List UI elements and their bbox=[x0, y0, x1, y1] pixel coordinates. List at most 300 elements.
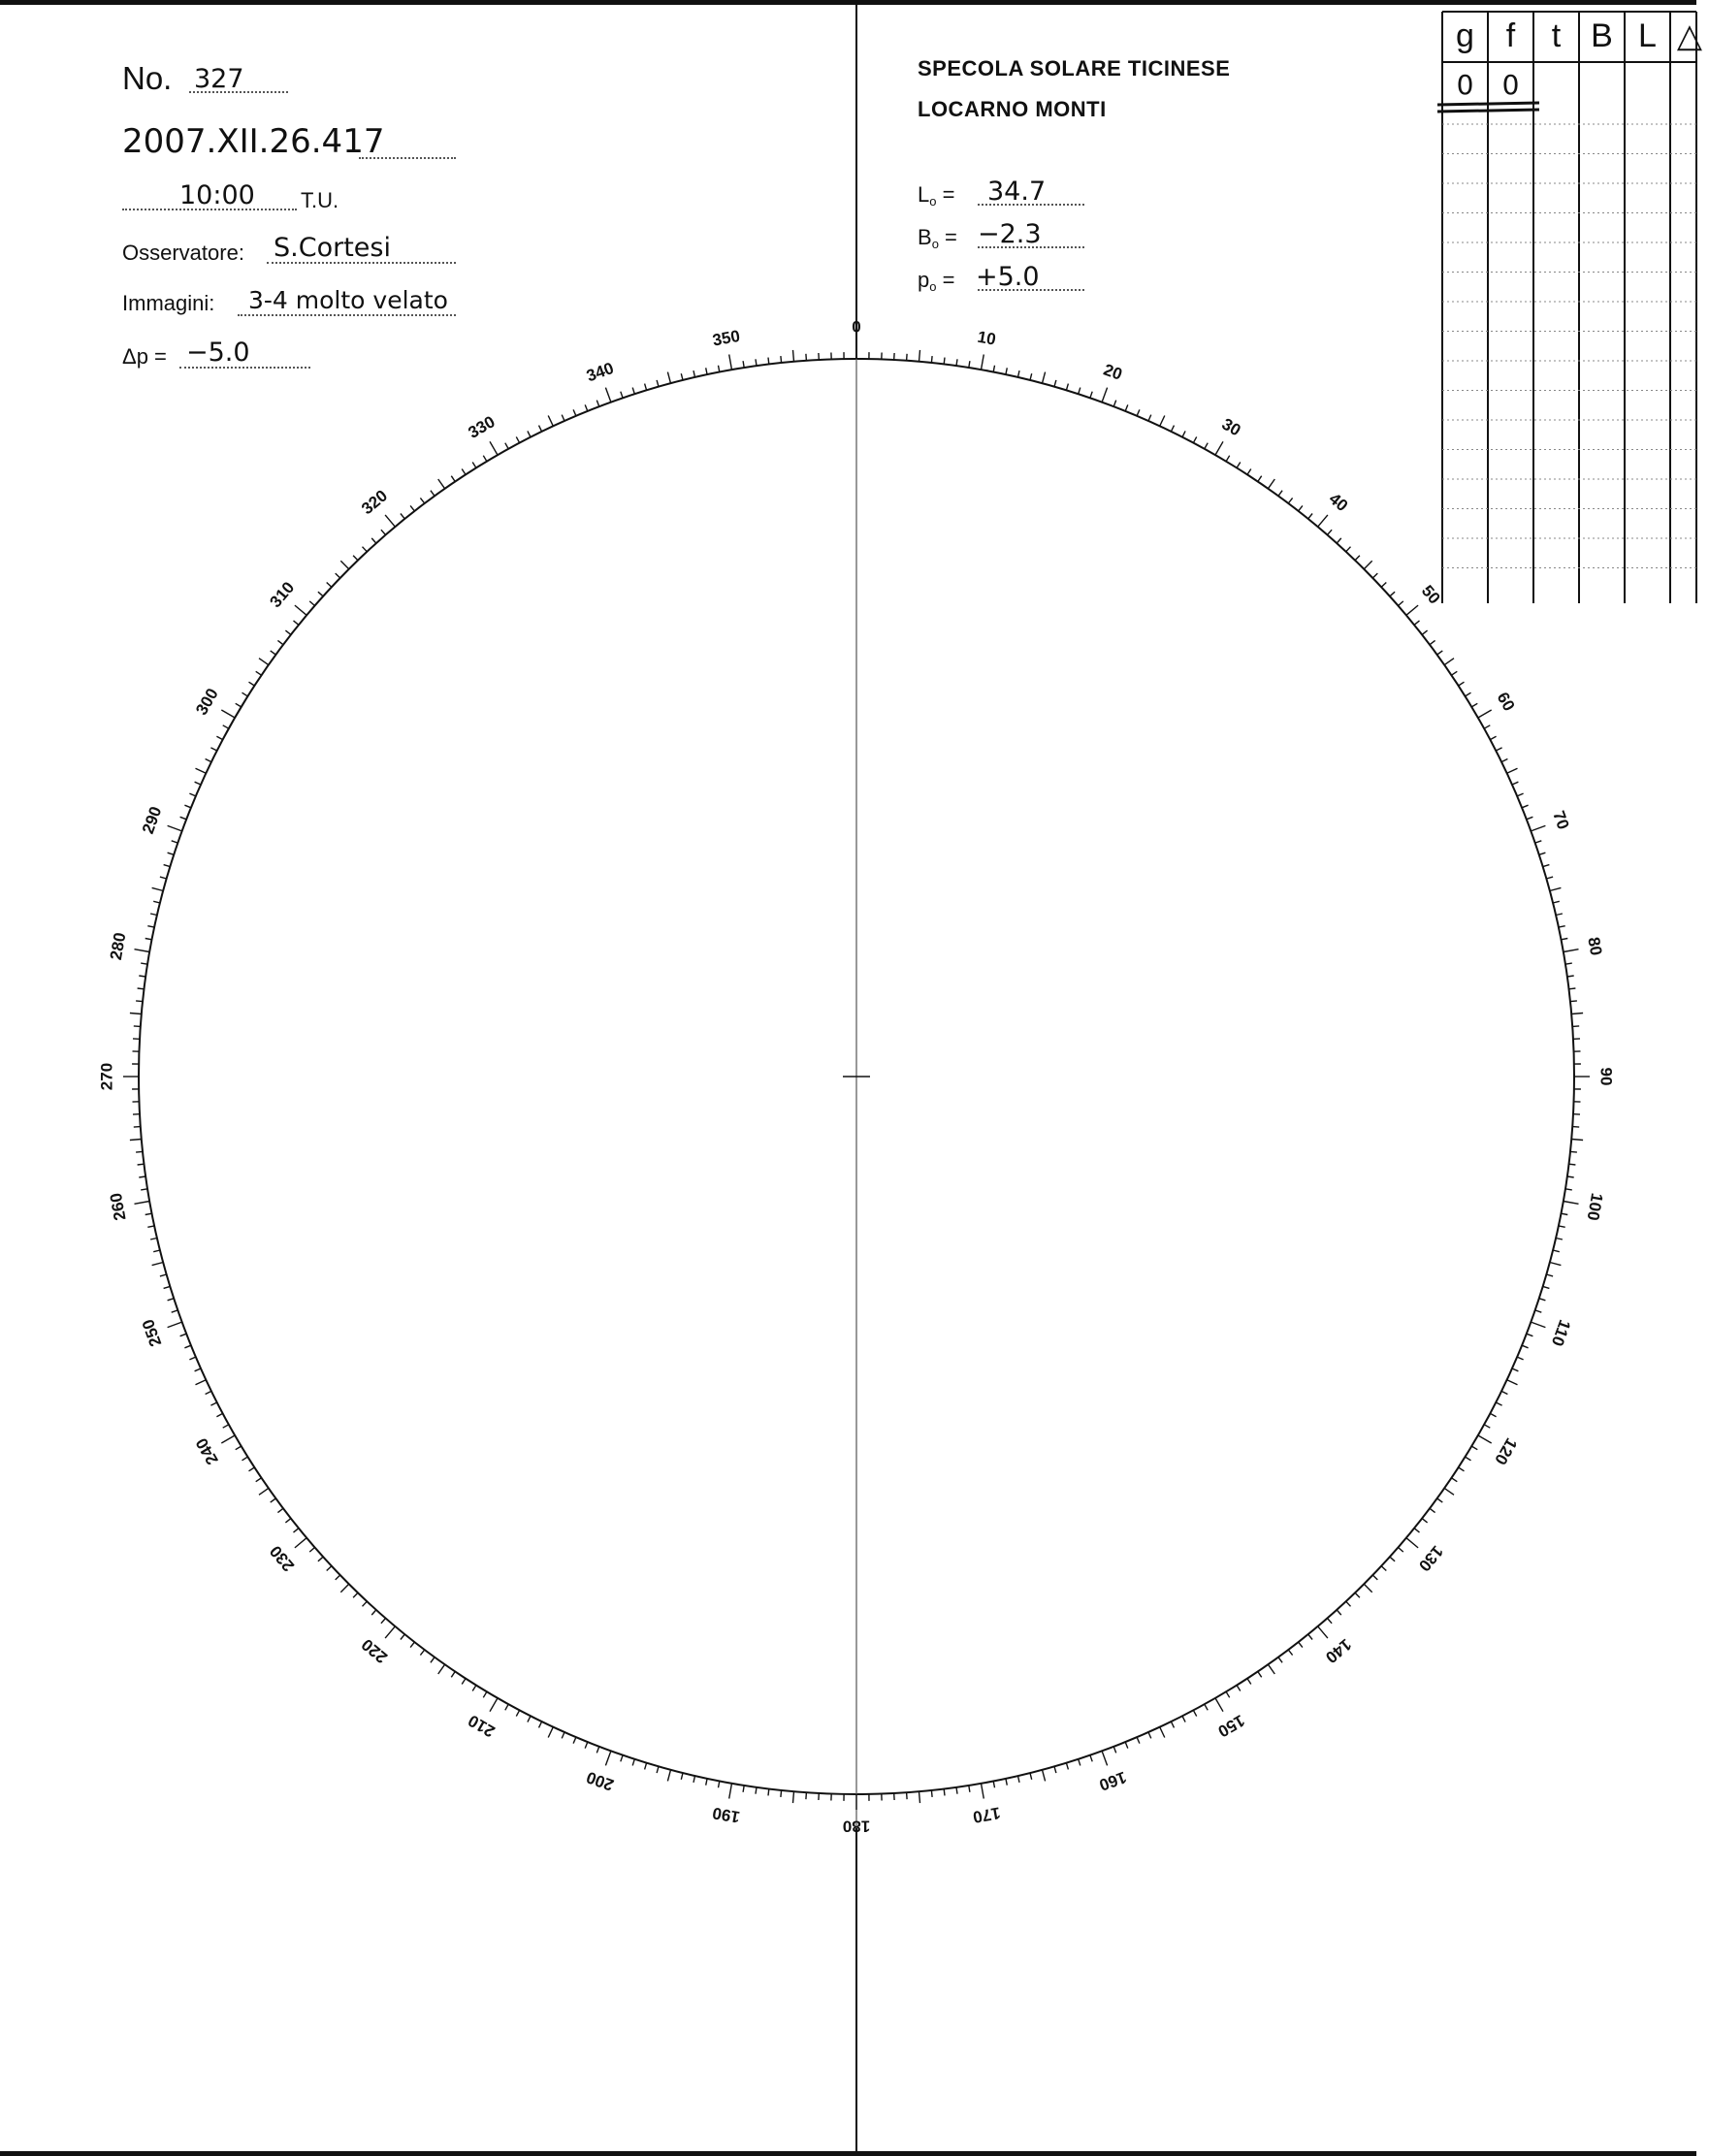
degree-label: 240 bbox=[192, 1434, 222, 1468]
degree-tick bbox=[1414, 621, 1419, 625]
degree-tick bbox=[528, 431, 531, 436]
degree-tick bbox=[1406, 1538, 1418, 1548]
degree-label: 100 bbox=[1583, 1191, 1607, 1222]
degree-tick bbox=[1466, 1457, 1471, 1461]
degree-tick bbox=[172, 841, 178, 843]
degree-tick bbox=[139, 976, 145, 977]
degree-tick bbox=[259, 1488, 269, 1495]
degree-tick bbox=[621, 392, 623, 399]
degree-tick bbox=[136, 1151, 143, 1152]
degree-tick bbox=[585, 1742, 588, 1749]
degree-tick bbox=[141, 1189, 147, 1190]
degree-tick bbox=[134, 1026, 141, 1027]
degree-tick bbox=[145, 939, 152, 940]
degree-tick bbox=[729, 1784, 732, 1799]
degree-tick bbox=[309, 1548, 314, 1553]
degree-tick bbox=[1079, 1759, 1080, 1766]
degree-tick bbox=[1399, 601, 1403, 606]
degree-tick bbox=[242, 692, 248, 696]
degree-tick bbox=[451, 1672, 455, 1678]
degree-label: 310 bbox=[266, 578, 299, 612]
degree-tick bbox=[150, 914, 157, 916]
degree-tick bbox=[1054, 380, 1056, 387]
degree-tick bbox=[1090, 1755, 1092, 1762]
degree-tick bbox=[150, 1239, 157, 1240]
degree-tick bbox=[621, 1755, 623, 1762]
degree-label: 120 bbox=[1491, 1434, 1521, 1468]
degree-tick bbox=[956, 1787, 957, 1794]
delta-p-value: −5.0 bbox=[186, 338, 250, 368]
degree-tick bbox=[420, 1650, 424, 1656]
degree-label: 90 bbox=[1596, 1067, 1616, 1086]
degree-tick bbox=[184, 805, 191, 808]
degree-tick bbox=[706, 368, 707, 374]
degree-tick bbox=[1501, 759, 1507, 762]
degree-tick bbox=[1299, 505, 1303, 511]
degree-tick bbox=[196, 768, 207, 773]
degree-tick bbox=[1328, 530, 1333, 534]
degree-tick bbox=[562, 415, 564, 421]
degree-tick bbox=[516, 436, 519, 442]
degree-tick bbox=[1565, 1189, 1572, 1190]
degree-tick bbox=[1570, 1001, 1577, 1002]
degree-tick bbox=[136, 1001, 143, 1002]
time-unit-label: T.U. bbox=[301, 188, 339, 212]
degree-tick bbox=[768, 358, 769, 365]
degree-tick bbox=[1278, 491, 1282, 497]
degree-tick bbox=[1113, 1747, 1116, 1754]
degree-tick bbox=[1299, 1642, 1303, 1648]
degree-label: 290 bbox=[138, 804, 166, 837]
degree-tick bbox=[1090, 392, 1092, 399]
degree-tick bbox=[1308, 514, 1312, 519]
degree-tick bbox=[1137, 409, 1140, 415]
degree-tick bbox=[1171, 1722, 1174, 1727]
degree-tick bbox=[585, 404, 588, 411]
degree-tick bbox=[1205, 1704, 1208, 1710]
degree-tick bbox=[363, 547, 368, 552]
L-value: 34.7 bbox=[987, 177, 1047, 207]
degree-tick bbox=[573, 1737, 576, 1743]
degree-label: 200 bbox=[584, 1767, 617, 1795]
degree-tick bbox=[1484, 725, 1490, 728]
degree-tick bbox=[363, 1601, 368, 1606]
degree-tick bbox=[1193, 1710, 1196, 1716]
degree-tick bbox=[381, 530, 386, 534]
degree-label: 270 bbox=[97, 1062, 116, 1091]
degree-tick bbox=[1517, 1357, 1523, 1360]
degree-tick bbox=[993, 366, 994, 372]
degree-tick bbox=[1182, 431, 1185, 436]
degree-tick bbox=[1171, 426, 1174, 432]
degree-tick bbox=[490, 1698, 498, 1712]
degree-tick bbox=[160, 1274, 167, 1276]
degree-tick bbox=[1364, 561, 1371, 568]
degree-tick bbox=[1226, 1691, 1230, 1697]
degree-tick bbox=[1572, 1127, 1579, 1128]
degree-label: 60 bbox=[1493, 689, 1519, 715]
degree-tick bbox=[206, 1391, 211, 1394]
table-grid bbox=[1437, 12, 1696, 603]
degree-tick bbox=[381, 1619, 386, 1624]
degree-tick bbox=[1318, 515, 1328, 527]
degree-label: 180 bbox=[842, 1817, 871, 1836]
degree-tick bbox=[1390, 1557, 1395, 1561]
degree-tick bbox=[1430, 640, 1435, 644]
degree-tick bbox=[223, 725, 229, 728]
date-value: 2007.XII.26.417 bbox=[122, 122, 385, 161]
degree-tick bbox=[632, 388, 634, 395]
degree-tick bbox=[528, 1716, 531, 1722]
degree-tick bbox=[1543, 1286, 1550, 1288]
degree-tick bbox=[743, 1786, 744, 1792]
degree-tick bbox=[385, 515, 395, 527]
degree-tick bbox=[1268, 1664, 1274, 1674]
table-header-B: B bbox=[1591, 17, 1613, 54]
time-value: 10:00 bbox=[179, 180, 255, 210]
degree-tick bbox=[1372, 1575, 1377, 1580]
degree-tick bbox=[438, 1664, 445, 1674]
degree-label: 160 bbox=[1096, 1767, 1129, 1795]
degree-tick bbox=[196, 1380, 207, 1385]
degree-tick bbox=[1247, 469, 1251, 475]
degree-label: 260 bbox=[106, 1191, 130, 1222]
degree-tick bbox=[573, 409, 576, 415]
degree-tick bbox=[539, 426, 542, 432]
degree-tick bbox=[548, 416, 553, 427]
degree-tick bbox=[221, 1435, 235, 1443]
degree-tick bbox=[1535, 1310, 1542, 1312]
degree-tick bbox=[168, 853, 175, 854]
degree-tick bbox=[1381, 1566, 1386, 1571]
degree-tick bbox=[172, 1310, 178, 1312]
degree-tick bbox=[1531, 825, 1545, 831]
degree-label: 330 bbox=[465, 412, 499, 442]
degree-tick bbox=[1054, 1766, 1056, 1773]
degree-tick bbox=[1490, 1413, 1496, 1416]
degree-label: 320 bbox=[358, 486, 392, 519]
degree-tick bbox=[1512, 1368, 1518, 1371]
degree-tick bbox=[1564, 1202, 1579, 1205]
degree-tick bbox=[516, 1710, 519, 1716]
degree-tick bbox=[907, 1792, 908, 1799]
degree-tick bbox=[1043, 1770, 1046, 1782]
table-value-g: 0 bbox=[1456, 69, 1474, 101]
degree-tick bbox=[249, 682, 255, 686]
degree-tick bbox=[729, 355, 732, 370]
degree-tick bbox=[944, 358, 945, 365]
degree-label: 350 bbox=[711, 326, 742, 350]
degree-tick bbox=[1570, 1151, 1577, 1152]
degree-tick bbox=[1337, 1610, 1341, 1615]
degree-tick bbox=[483, 1691, 487, 1697]
degree-tick bbox=[1550, 887, 1562, 890]
degree-tick bbox=[1422, 1519, 1428, 1523]
degree-label: 110 bbox=[1547, 1317, 1574, 1349]
degree-tick bbox=[681, 373, 683, 380]
degree-tick bbox=[1355, 1593, 1360, 1597]
degree-tick bbox=[1288, 1650, 1292, 1656]
p-subscript: o bbox=[929, 279, 937, 294]
degree-tick bbox=[597, 1747, 599, 1754]
degree-tick bbox=[1258, 1672, 1262, 1678]
degree-tick bbox=[806, 1792, 807, 1799]
degree-tick bbox=[1102, 1751, 1108, 1765]
degree-tick bbox=[327, 1566, 332, 1571]
B-equals: = bbox=[945, 225, 957, 249]
degree-tick bbox=[969, 1786, 970, 1792]
solar-disk-dial bbox=[97, 317, 1615, 1835]
degree-tick bbox=[401, 1634, 404, 1639]
degree-label: 10 bbox=[976, 327, 998, 349]
degree-tick bbox=[1539, 853, 1546, 854]
table-header-t: t bbox=[1551, 17, 1562, 54]
p-value: +5.0 bbox=[976, 262, 1040, 292]
degree-tick bbox=[134, 1127, 141, 1128]
degree-tick bbox=[1556, 914, 1563, 916]
degree-tick bbox=[285, 1519, 291, 1523]
degree-tick bbox=[1527, 1334, 1533, 1336]
table-underline bbox=[1437, 103, 1539, 105]
degree-tick bbox=[168, 825, 182, 831]
degree-tick bbox=[153, 1250, 160, 1252]
degree-tick bbox=[1237, 1686, 1241, 1691]
degree-tick bbox=[216, 1413, 222, 1416]
table-header-g: g bbox=[1456, 17, 1474, 54]
degree-tick bbox=[327, 583, 332, 588]
table-header-L: L bbox=[1638, 17, 1657, 54]
degree-tick bbox=[353, 1593, 358, 1597]
degree-tick bbox=[138, 1164, 145, 1165]
degree-tick bbox=[472, 463, 476, 468]
degree-tick bbox=[1527, 817, 1533, 820]
images-label: Immagini: bbox=[122, 291, 215, 315]
degree-tick bbox=[242, 1457, 248, 1461]
degree-tick bbox=[189, 793, 195, 796]
degree-tick bbox=[931, 1790, 932, 1797]
degree-tick bbox=[138, 988, 145, 989]
degree-tick bbox=[1437, 651, 1443, 655]
degree-tick bbox=[271, 651, 276, 655]
observer-value: S.Cortesi bbox=[274, 233, 391, 263]
degree-tick bbox=[336, 1575, 340, 1580]
B-value: −2.3 bbox=[978, 219, 1042, 249]
degree-tick bbox=[781, 356, 782, 363]
degree-tick bbox=[1422, 630, 1428, 634]
degree-label: 220 bbox=[358, 1634, 392, 1667]
degree-tick bbox=[956, 359, 957, 366]
degree-tick bbox=[919, 350, 920, 362]
degree-tick bbox=[1444, 659, 1454, 665]
degree-tick bbox=[706, 1779, 707, 1786]
degree-tick bbox=[294, 621, 299, 625]
degree-tick bbox=[768, 1789, 769, 1796]
degree-tick bbox=[657, 1766, 659, 1773]
degree-label: 130 bbox=[1414, 1541, 1447, 1575]
degree-tick bbox=[693, 1776, 695, 1783]
degree-label: 70 bbox=[1549, 808, 1573, 832]
degree-tick bbox=[483, 456, 487, 462]
degree-tick bbox=[632, 1759, 634, 1766]
degree-tick bbox=[135, 949, 150, 952]
degree-tick bbox=[743, 361, 744, 368]
degree-label: 80 bbox=[1584, 935, 1606, 957]
degree-tick bbox=[141, 963, 147, 964]
degree-tick bbox=[223, 1425, 229, 1428]
degree-tick bbox=[1006, 1779, 1007, 1786]
degree-tick bbox=[693, 370, 695, 377]
degree-tick bbox=[462, 469, 466, 475]
degree-tick bbox=[1102, 388, 1108, 402]
degree-tick bbox=[1066, 384, 1068, 391]
degree-tick bbox=[1215, 1698, 1223, 1712]
degree-tick bbox=[1507, 768, 1518, 773]
degree-tick bbox=[451, 476, 455, 482]
degree-tick bbox=[195, 1368, 201, 1371]
degree-tick bbox=[806, 354, 807, 361]
degree-tick bbox=[1561, 939, 1567, 940]
degree-tick bbox=[562, 1732, 564, 1738]
number-value: 327 bbox=[194, 64, 244, 94]
degree-tick bbox=[1501, 1391, 1507, 1394]
degree-tick bbox=[210, 1402, 216, 1405]
degree-tick bbox=[969, 361, 970, 368]
degree-tick bbox=[1148, 415, 1151, 421]
degree-tick bbox=[756, 359, 757, 366]
p-equals: = bbox=[942, 268, 955, 292]
degree-tick bbox=[1543, 865, 1550, 867]
degree-tick bbox=[1484, 1425, 1490, 1428]
degree-tick bbox=[420, 498, 424, 503]
degree-tick bbox=[256, 671, 262, 675]
degree-tick bbox=[256, 1478, 262, 1482]
degree-tick bbox=[130, 1140, 142, 1141]
degree-tick bbox=[1414, 1529, 1419, 1532]
degree-tick bbox=[919, 1791, 920, 1803]
degree-tick bbox=[1066, 1763, 1068, 1770]
table-header-f: f bbox=[1505, 17, 1516, 54]
degree-tick bbox=[667, 372, 670, 384]
degree-label: 190 bbox=[711, 1803, 742, 1827]
p-label: p bbox=[918, 268, 930, 292]
degree-tick bbox=[1522, 805, 1529, 808]
images-value: 3-4 molto velato bbox=[248, 286, 448, 314]
degree-tick bbox=[1478, 1435, 1492, 1443]
degree-tick bbox=[1381, 583, 1386, 588]
table-underline bbox=[1437, 110, 1539, 112]
degree-tick bbox=[472, 1686, 476, 1691]
degree-tick bbox=[1337, 538, 1341, 543]
degree-tick bbox=[271, 1498, 276, 1502]
degree-tick bbox=[681, 1773, 683, 1780]
degree-tick bbox=[1226, 456, 1230, 462]
degree-tick bbox=[221, 710, 235, 718]
degree-tick bbox=[505, 443, 508, 449]
degree-tick bbox=[1444, 1488, 1454, 1495]
degree-tick bbox=[597, 401, 599, 407]
degree-tick bbox=[657, 380, 659, 387]
degree-tick bbox=[1137, 1737, 1140, 1743]
degree-tick bbox=[1288, 498, 1292, 503]
degree-tick bbox=[1567, 1176, 1574, 1177]
degree-label: 280 bbox=[106, 931, 130, 962]
degree-tick bbox=[410, 1642, 414, 1648]
degree-tick bbox=[1237, 463, 1241, 468]
degree-tick bbox=[539, 1722, 542, 1727]
institution-line1: SPECOLA SOLARE TICINESE bbox=[918, 56, 1231, 80]
degree-tick bbox=[931, 356, 932, 363]
degree-tick bbox=[982, 1784, 984, 1799]
degree-tick bbox=[1268, 479, 1274, 489]
degree-tick bbox=[139, 1176, 145, 1177]
institution-line2: LOCARNO MONTI bbox=[918, 97, 1107, 121]
degree-tick bbox=[1430, 1508, 1435, 1512]
degree-tick bbox=[1364, 1584, 1371, 1592]
degree-tick bbox=[277, 640, 283, 644]
degree-tick bbox=[1399, 1548, 1403, 1553]
degree-tick bbox=[431, 1657, 435, 1663]
degree-tick bbox=[781, 1790, 782, 1797]
degree-tick bbox=[1531, 1322, 1545, 1328]
degree-tick bbox=[1565, 963, 1572, 964]
degree-tick bbox=[1471, 1446, 1477, 1450]
degree-tick bbox=[907, 354, 908, 361]
degree-tick bbox=[1452, 671, 1458, 675]
degree-tick bbox=[147, 926, 154, 927]
degree-tick bbox=[1490, 736, 1496, 739]
degree-tick bbox=[1512, 782, 1518, 785]
degree-tick bbox=[1478, 710, 1492, 718]
degree-tick bbox=[294, 1529, 299, 1532]
degree-tick bbox=[160, 877, 167, 879]
L-equals: = bbox=[942, 182, 955, 207]
degree-tick bbox=[1160, 416, 1165, 427]
degree-tick bbox=[1278, 1657, 1282, 1663]
degree-tick bbox=[184, 1345, 191, 1348]
degree-tick bbox=[1567, 976, 1574, 977]
degree-tick bbox=[719, 1781, 720, 1787]
table-value-f: 0 bbox=[1501, 69, 1520, 101]
degree-tick bbox=[1496, 1402, 1501, 1405]
degree-tick bbox=[147, 1226, 154, 1227]
degree-tick bbox=[1318, 1626, 1328, 1638]
degree-tick bbox=[605, 1751, 611, 1765]
L-subscript: o bbox=[929, 194, 937, 209]
degree-tick bbox=[605, 388, 611, 402]
degree-tick bbox=[210, 748, 216, 751]
degree-tick bbox=[1559, 1226, 1565, 1227]
degree-tick bbox=[1466, 692, 1471, 696]
degree-tick bbox=[1355, 556, 1360, 561]
degree-label: 30 bbox=[1218, 414, 1244, 440]
degree-tick bbox=[1182, 1716, 1185, 1722]
table-header-delta: △ bbox=[1676, 17, 1703, 54]
degree-tick bbox=[410, 505, 414, 511]
degree-tick bbox=[295, 605, 306, 615]
degree-tick bbox=[1471, 703, 1477, 707]
degree-tick bbox=[195, 782, 201, 785]
degree-tick bbox=[353, 556, 358, 561]
degree-tick bbox=[206, 759, 211, 762]
degree-tick bbox=[1571, 1140, 1583, 1141]
number-label: No. bbox=[122, 60, 173, 96]
degree-tick bbox=[216, 736, 222, 739]
degree-tick bbox=[1459, 1467, 1465, 1471]
degree-label: 300 bbox=[192, 685, 222, 719]
degree-tick bbox=[719, 366, 720, 372]
degree-label: 210 bbox=[465, 1711, 499, 1741]
degree-tick bbox=[180, 817, 187, 820]
